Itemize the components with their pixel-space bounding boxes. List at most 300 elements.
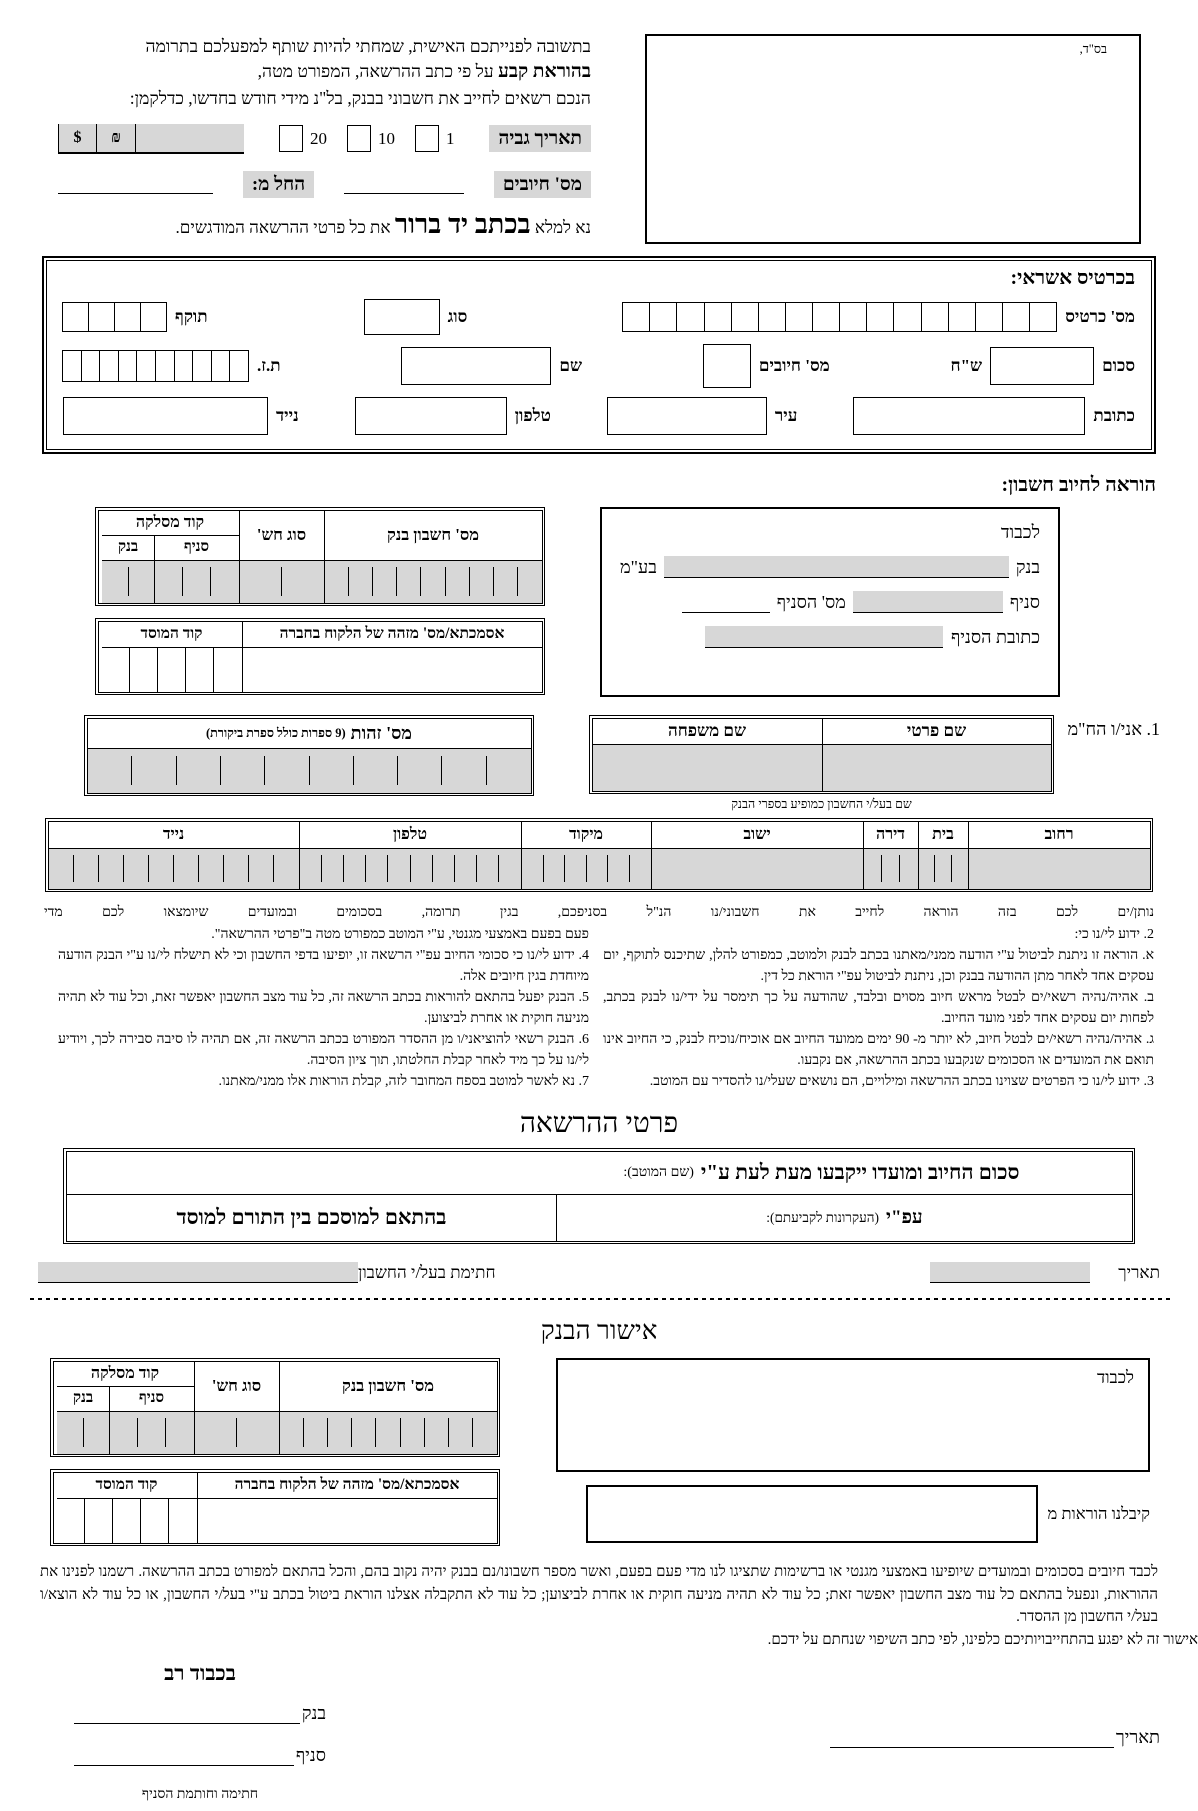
order-bank-row [620, 556, 1040, 578]
bsd-text: בס"ד, [1079, 42, 1107, 56]
phone-cells[interactable] [300, 849, 521, 889]
digit-cell[interactable] [975, 302, 1003, 332]
digit-cell[interactable] [731, 302, 759, 332]
digit-cell[interactable] [103, 561, 129, 603]
card-address-field[interactable] [853, 397, 1085, 435]
start-from-label: החל מ: [243, 171, 314, 199]
digit-cell[interactable] [866, 302, 894, 332]
digit-cell[interactable] [88, 749, 132, 793]
zip-column [521, 822, 651, 889]
date-option-1-label: 1 [445, 128, 455, 148]
institution-code-cells[interactable] [57, 1499, 197, 1543]
order-branch-address-label: כתובת הסניף [950, 627, 1040, 647]
mobile-column [49, 822, 299, 889]
digit-cell[interactable] [130, 648, 158, 692]
date-signature-block [830, 1727, 1160, 1748]
street-field[interactable] [969, 849, 1150, 889]
phone-column [299, 822, 521, 889]
digit-cell[interactable] [99, 849, 124, 889]
house-column [918, 822, 968, 889]
digit-cell[interactable] [325, 561, 349, 603]
address-table [45, 818, 1153, 892]
date-option-10 [347, 125, 395, 152]
reference-header: אסמכתא/מס' מזהה של הלקוח בחברה [243, 622, 542, 648]
digit-cell[interactable] [158, 648, 186, 692]
street-header: רחוב [969, 822, 1150, 849]
bank-code-cells[interactable] [103, 561, 155, 603]
digit-cell[interactable] [812, 302, 840, 332]
legal-item: 5. הבנק יפעל בהתאם להוראות בכתב הרשאה זה, כל עוד מצב החשבון יאפשר זאת, וכל עוד לא תהיה מניעה חוקית או אחרת לביצוען. [58, 990, 589, 1026]
legal-item: 2. ידוע לי/נו כי: [1074, 927, 1154, 942]
account-tables-bottom [50, 1358, 500, 1546]
first-name-header: שם פרטי [823, 719, 1051, 745]
institution-code-cells[interactable] [102, 648, 242, 692]
digit-cell[interactable] [88, 302, 115, 332]
digit-cell[interactable] [410, 849, 432, 889]
received-row [556, 1485, 1150, 1543]
card-id-cells[interactable] [63, 350, 249, 382]
legal-item: ב. אהיה/נהיה רשאי/ים לבטל מראש חיוב מסוים ובלבד, שהודעה על כך תימסר על ידי/נו לבנק בכתב, לפחות יום עסקים אחד לפני מועד החיוב. [603, 990, 1154, 1026]
apartment-cells[interactable] [864, 849, 918, 889]
digit-cell[interactable] [498, 849, 520, 889]
fill-note-post: את כל פרטי ההרשאה המודגשים. [175, 218, 395, 238]
digit-cell[interactable] [388, 849, 410, 889]
clearing-code-column [57, 1362, 194, 1454]
digit-cell[interactable] [921, 302, 949, 332]
card-amount-label: סכום [1102, 356, 1135, 375]
digit-cell[interactable] [376, 1412, 400, 1454]
card-name-group [401, 347, 582, 385]
branch-code-cells[interactable] [155, 561, 239, 603]
digit-cell[interactable] [220, 749, 264, 793]
digit-cell[interactable] [366, 849, 388, 889]
clearing-code-header: קוד מסלקה [57, 1362, 194, 1387]
digit-cell[interactable] [397, 561, 421, 603]
digit-cell[interactable] [128, 561, 154, 603]
bank-code-cells[interactable] [58, 1412, 110, 1454]
first-name-field[interactable] [823, 745, 1051, 791]
digit-cell[interactable] [102, 648, 130, 692]
bank-approval-heading: אישור הבנק [540, 1316, 658, 1345]
digit-cell[interactable] [900, 849, 918, 889]
order-branch-label: סניף [1009, 592, 1040, 612]
fill-note-bold: בכתב יד ברור [394, 209, 531, 240]
signature-row [38, 1262, 1160, 1283]
last-name-header: שם משפחה [593, 719, 822, 745]
digit-cell[interactable] [322, 849, 344, 889]
digit-cell[interactable] [229, 350, 249, 382]
digit-cell[interactable] [195, 1412, 237, 1454]
digit-cell[interactable] [448, 1412, 472, 1454]
bank-line-label: בנק [301, 1702, 326, 1723]
reference-field[interactable] [243, 648, 542, 692]
auth-row1-text: סכום החיוב ומועדו ייקבעו מעת לעת ע"י [700, 1160, 1020, 1184]
digit-cell[interactable] [400, 1412, 424, 1454]
digit-cell[interactable] [622, 302, 650, 332]
digit-cell[interactable] [249, 849, 274, 889]
digit-cell[interactable] [136, 350, 156, 382]
digit-cell[interactable] [183, 561, 211, 603]
digit-cell[interactable] [349, 561, 373, 603]
authorization-heading: פרטי ההרשאה [519, 1108, 679, 1139]
apartment-header: דירה [864, 822, 918, 849]
digit-cell[interactable] [62, 350, 82, 382]
digit-cell[interactable] [432, 849, 454, 889]
card-address-label: כתובת [1093, 406, 1135, 425]
order-ltd-label: בע"מ [620, 557, 657, 577]
institution-code-header: קוד המוסד [57, 1473, 197, 1499]
digit-cell[interactable] [445, 561, 469, 603]
section1-title: 1. אני/ו הח"מ [1067, 719, 1160, 739]
signature-date-label: תאריך [1118, 1262, 1160, 1282]
digit-cell[interactable] [110, 1412, 138, 1454]
card-name-field[interactable] [401, 347, 551, 385]
card-expiry-label: תוקף [175, 307, 208, 326]
branch-line-label: סניף [295, 1744, 326, 1765]
digit-cell[interactable] [704, 302, 732, 332]
card-amount-group [951, 347, 1135, 385]
city-column [651, 822, 863, 889]
id-note: (9 ספרות כולל ספרת ביקורת) [206, 725, 346, 740]
digit-cell[interactable] [132, 749, 176, 793]
card-city-group [607, 397, 797, 435]
digit-cell[interactable] [118, 350, 138, 382]
bottom-signatures [38, 1661, 1160, 1811]
digit-cell[interactable] [138, 1412, 166, 1454]
card-city-field[interactable] [607, 397, 767, 435]
digit-cell[interactable] [919, 849, 935, 889]
house-header: בית [919, 822, 968, 849]
card-type-field[interactable] [364, 299, 440, 335]
digit-cell[interactable] [476, 849, 498, 889]
digit-cell[interactable] [211, 350, 231, 382]
digit-cell[interactable] [893, 302, 921, 332]
order-branch-address-field[interactable] [705, 626, 943, 648]
digit-cell[interactable] [169, 1499, 197, 1543]
digit-cell[interactable] [141, 1499, 169, 1543]
digit-cell[interactable] [328, 1412, 352, 1454]
digit-cell[interactable] [948, 302, 976, 332]
card-phone-field[interactable] [355, 397, 507, 435]
card-mobile-group [63, 397, 299, 435]
bank-approval-right [556, 1358, 1150, 1543]
apartment-column [863, 822, 918, 889]
intro-line-3: הנכם רשאים לחייב את חשבוני בבנק, בל"נ מידי חודש בחדשו, כדלקמן: [129, 87, 591, 108]
digit-cell[interactable] [58, 1412, 84, 1454]
bank-col-header: בנק [58, 1387, 110, 1411]
credit-card-row-2 [63, 344, 1135, 388]
clearing-code-subheaders [102, 536, 239, 561]
card-expiry-cells[interactable] [63, 302, 167, 332]
name-table-wrap [589, 715, 1054, 812]
date-option-1-checkbox[interactable] [415, 125, 439, 152]
account-type-cells[interactable] [240, 561, 324, 603]
credit-card-row-3 [63, 397, 1135, 435]
digit-cell[interactable] [469, 561, 493, 603]
digit-cell[interactable] [1002, 302, 1030, 332]
digit-cell[interactable] [373, 561, 397, 603]
account-no-header: מס' חשבון בנק [325, 511, 542, 561]
digit-cell[interactable] [586, 849, 608, 889]
intro-line-2-rest: על פי כתב ההרשאה, המפורט מטה, [257, 60, 499, 81]
digit-cell[interactable] [85, 1499, 113, 1543]
order-branch-address-row [620, 626, 1040, 648]
date-option-10-checkbox[interactable] [347, 125, 371, 152]
digit-cell[interactable] [1029, 302, 1057, 332]
date-option-10-label: 10 [377, 128, 395, 148]
digit-cell[interactable] [565, 849, 587, 889]
digit-cell[interactable] [199, 849, 224, 889]
received-label: קיבלנו הוראות מ [1047, 1504, 1150, 1523]
street-column [968, 822, 1150, 889]
account-no-cells[interactable] [280, 1412, 497, 1454]
digit-cell[interactable] [493, 561, 517, 603]
card-charges-field[interactable] [703, 344, 751, 388]
start-from-field[interactable] [58, 174, 213, 194]
card-name-label: שם [559, 356, 583, 375]
digit-cell[interactable] [280, 1412, 304, 1454]
digit-cell[interactable] [472, 1412, 496, 1454]
card-number-group [623, 302, 1135, 332]
credit-card-row-1 [63, 299, 1135, 335]
digit-cell[interactable] [629, 849, 651, 889]
date-option-20-checkbox[interactable] [279, 125, 303, 152]
last-name-column [593, 719, 822, 791]
digit-cell[interactable] [265, 749, 309, 793]
card-charges-group [703, 344, 830, 388]
card-type-label: סוג [447, 307, 468, 326]
auth-principles-note: (העקרונות לקביעתם): [766, 1209, 880, 1225]
charges-count-label: מס' חיובים [494, 171, 591, 199]
order-branch-field[interactable] [853, 591, 1003, 613]
digit-cell[interactable] [398, 749, 442, 793]
digit-cell[interactable] [785, 302, 813, 332]
card-amount-field[interactable] [990, 347, 1094, 385]
digit-cell[interactable] [113, 1499, 141, 1543]
digit-cell[interactable] [274, 849, 299, 889]
city-field[interactable] [652, 849, 863, 889]
card-mobile-label: נייד [276, 406, 299, 425]
order-branch-row [620, 591, 1040, 613]
digit-cell[interactable] [421, 561, 445, 603]
digit-cell[interactable] [442, 749, 486, 793]
digit-cell[interactable] [352, 1412, 376, 1454]
institution-table-top [95, 618, 545, 695]
digit-cell[interactable] [140, 302, 167, 332]
card-id-label: ת.ז. [257, 356, 281, 375]
digit-cell[interactable] [224, 849, 249, 889]
digit-cell[interactable] [240, 561, 282, 603]
bank-approval-paragraph: לכבד חיובים בסכומים ובמועדים שיופיעו באמצעי מגנטי או ברשימות שתציגו לנו מדי פעם בפעם, ואשר מספר חשבונו/נם בבנק יהיה נקוב בהם, והכל בהתאם למפורט בכתב ההרשאה. רשמנו לפנינו את ההוראות, ונפעל בהתאם כל עוד מצב החשבון יאפשר זאת; כל עוד לא תהיה מניעה חוקית או אחרת לביצוען; כל עוד לא התקבלה אצלנו הוראת ביטול בכתב ע"י בעל/י החשבון, או כל עוד לא הוצא/ו בעל/י החשבון מן ההסדר. [40, 1564, 1158, 1625]
digit-cell[interactable] [192, 350, 212, 382]
branch-code-cells[interactable] [110, 1412, 194, 1454]
digit-cell[interactable] [155, 350, 175, 382]
card-address-group [853, 397, 1135, 435]
digit-cell[interactable] [758, 302, 786, 332]
digit-cell[interactable] [951, 849, 967, 889]
tear-off-divider [28, 1298, 1170, 1300]
card-mobile-field[interactable] [63, 397, 268, 435]
signature-date-field[interactable] [930, 1262, 1090, 1283]
order-branch-no-cells[interactable] [682, 612, 770, 613]
usd-symbol[interactable]: $ [58, 124, 97, 152]
authorization-row-1 [67, 1152, 1132, 1195]
digit-cell[interactable] [935, 849, 951, 889]
collection-date-label: תאריך גביה [489, 125, 591, 153]
digit-cell[interactable] [882, 849, 900, 889]
order-to-label: לכבוד [1000, 522, 1040, 542]
clearing-code-subheaders [57, 1387, 194, 1412]
digit-cell[interactable] [83, 1412, 109, 1454]
digit-cell[interactable] [57, 1499, 85, 1543]
digit-cell[interactable] [237, 1412, 279, 1454]
card-nis-label: ש"ח [950, 356, 983, 375]
account-holder-section [0, 715, 1198, 812]
digit-cell[interactable] [155, 561, 183, 603]
amount-field[interactable] [58, 124, 244, 154]
digit-cell[interactable] [282, 561, 324, 603]
card-number-label: מס' כרטיס [1065, 307, 1135, 326]
bank-signature-block [74, 1661, 326, 1803]
digit-cell[interactable] [81, 350, 101, 382]
digit-cell[interactable] [304, 1412, 328, 1454]
digit-cell[interactable] [543, 849, 565, 889]
clearing-code-data [57, 1412, 194, 1454]
header-section [0, 34, 1198, 244]
bank-account-table-top [95, 507, 545, 606]
auth-principles-bold: עפ"י [886, 1206, 923, 1228]
card-number-cells[interactable] [623, 302, 1057, 332]
digit-cell[interactable] [676, 302, 704, 332]
account-no-column [324, 511, 542, 603]
legal-columns [44, 924, 1154, 1092]
digit-cell[interactable] [839, 302, 867, 332]
recipient-address-box[interactable] [645, 34, 1141, 244]
account-type-header: סוג חש' [195, 1362, 279, 1412]
charges-count-field[interactable] [344, 174, 464, 194]
date-option-20-label: 20 [309, 128, 327, 148]
digit-cell[interactable] [62, 302, 89, 332]
fill-clearly-note [58, 211, 591, 238]
bottom-date-field[interactable] [830, 1732, 1114, 1748]
credit-card-title: בכרטיס אשראי: [1010, 267, 1135, 289]
digit-cell[interactable] [214, 648, 242, 692]
mobile-header: נייד [49, 822, 299, 849]
debit-order-section [0, 507, 1198, 697]
clearing-code-header: קוד מסלקה [102, 511, 239, 536]
city-header: ישוב [652, 822, 863, 849]
reference-header: אסמכתא/מס' מזהה של הלקוח בחברה [198, 1473, 497, 1499]
digit-cell[interactable] [211, 561, 239, 603]
digit-cell[interactable] [353, 749, 397, 793]
intro-bold: בהוראת קבע [498, 60, 591, 82]
digit-cell[interactable] [99, 350, 119, 382]
auth-agreement-cell: בהתאם למוסכם בין התורם למוסד [176, 1205, 447, 1229]
card-city-label: עיר [774, 406, 798, 425]
card-charges-label: מס' חיובים [758, 356, 830, 375]
digit-cell[interactable] [186, 648, 214, 692]
account-type-cells[interactable] [195, 1412, 279, 1454]
house-cells[interactable] [919, 849, 968, 889]
received-from-field[interactable] [586, 1485, 1038, 1543]
digit-cell[interactable] [344, 849, 366, 889]
digit-cell[interactable] [486, 749, 530, 793]
digit-cell[interactable] [649, 302, 677, 332]
digit-cell[interactable] [300, 849, 322, 889]
bank-line-field[interactable] [74, 1708, 300, 1724]
account-no-header: מס' חשבון בנק [280, 1362, 497, 1412]
branch-line-field[interactable] [74, 1750, 294, 1766]
last-name-field[interactable] [593, 745, 822, 791]
id-table-wrap [84, 715, 534, 796]
order-bank-field[interactable] [664, 556, 1009, 578]
collection-date-row [58, 124, 591, 154]
legal-item: 3. ידוע לי/נו כי הפרטים שצוינו בכתב ההרשאה ומילויים, הם נושאים שעלי/נו להסדיר עם המוטב. [649, 1074, 1154, 1089]
digit-cell[interactable] [864, 849, 882, 889]
legal-item: א. הוראה זו ניתנת לביטול ע"י הודעה ממני/מאתנו בכתב לבנק ולמוטב, כמפורט להלן, שתיכנס לתוקף, יום עסקים אחד לאחר מתן ההודעה בבנק וכן, ניתנת לביטול עפ"י הוראת כל דין. [603, 948, 1154, 984]
bank-approval-to-label: לכבוד [1097, 1368, 1134, 1387]
digit-cell[interactable] [74, 849, 99, 889]
digit-cell[interactable] [517, 561, 541, 603]
legal-item: פעם בפעם באמצעי מגנטי, ע"י המוטב כמפורט מטה ב"פרטי ההרשאה". [211, 927, 589, 942]
digit-cell[interactable] [174, 849, 199, 889]
bank-approval-section [0, 1358, 1198, 1546]
digit-cell[interactable] [176, 749, 220, 793]
institution-code-column [57, 1473, 197, 1543]
digit-cell[interactable] [166, 1412, 194, 1454]
digit-cell[interactable] [174, 350, 194, 382]
branch-stamp-label: חתימה וחותמת הסניף [141, 1786, 259, 1802]
digit-cell[interactable] [522, 849, 544, 889]
zip-header: מיקוד [522, 822, 651, 849]
reference-field[interactable] [198, 1499, 497, 1543]
bank-col-header: בנק [103, 536, 155, 560]
id-header [88, 719, 531, 749]
reference-column [242, 622, 542, 692]
digit-cell[interactable] [454, 849, 476, 889]
digit-cell[interactable] [309, 749, 353, 793]
digit-cell[interactable] [424, 1412, 448, 1454]
digit-cell[interactable] [149, 849, 174, 889]
digit-cell[interactable] [49, 849, 74, 889]
digit-cell[interactable] [608, 849, 630, 889]
account-holder-signature-field[interactable] [38, 1262, 358, 1283]
account-type-header: סוג חש' [240, 511, 324, 561]
credit-card-inner [46, 260, 1152, 450]
mobile-cells[interactable] [49, 849, 299, 889]
id-cells[interactable] [88, 749, 531, 793]
auth-row1-note: (שם המוטב): [623, 1164, 694, 1180]
legal-item: ג. אהיה/נהיה רשאי/ים לבטל חיוב, לא יותר מ- 90 ימים ממועד החיוב אם אוכיח/נוכיח לבנק, כי החיוב אינו תואם את המועדים או הסכומים שנקבעו בכתב ההרשאה, אם נקבעו. [603, 1032, 1154, 1068]
reference-column [197, 1473, 497, 1543]
auth-principles-cell [556, 1195, 1131, 1241]
nis-symbol[interactable]: ₪ [97, 124, 136, 152]
amount-blank-field[interactable] [136, 124, 244, 152]
account-no-column [279, 1362, 497, 1454]
name-table [589, 715, 1054, 794]
date-options [279, 125, 455, 152]
account-no-cells[interactable] [325, 561, 542, 603]
bank-approval-to-box[interactable] [556, 1358, 1150, 1472]
zip-cells[interactable] [522, 849, 651, 889]
fill-note-pre: נא למלא [530, 218, 591, 238]
institution-code-header: קוד המוסד [102, 622, 242, 648]
legal-column-right [589, 924, 1154, 1092]
digit-cell[interactable] [124, 849, 149, 889]
digit-cell[interactable] [114, 302, 141, 332]
authorization-row-2 [67, 1195, 1132, 1241]
phone-header: טלפון [300, 822, 521, 849]
